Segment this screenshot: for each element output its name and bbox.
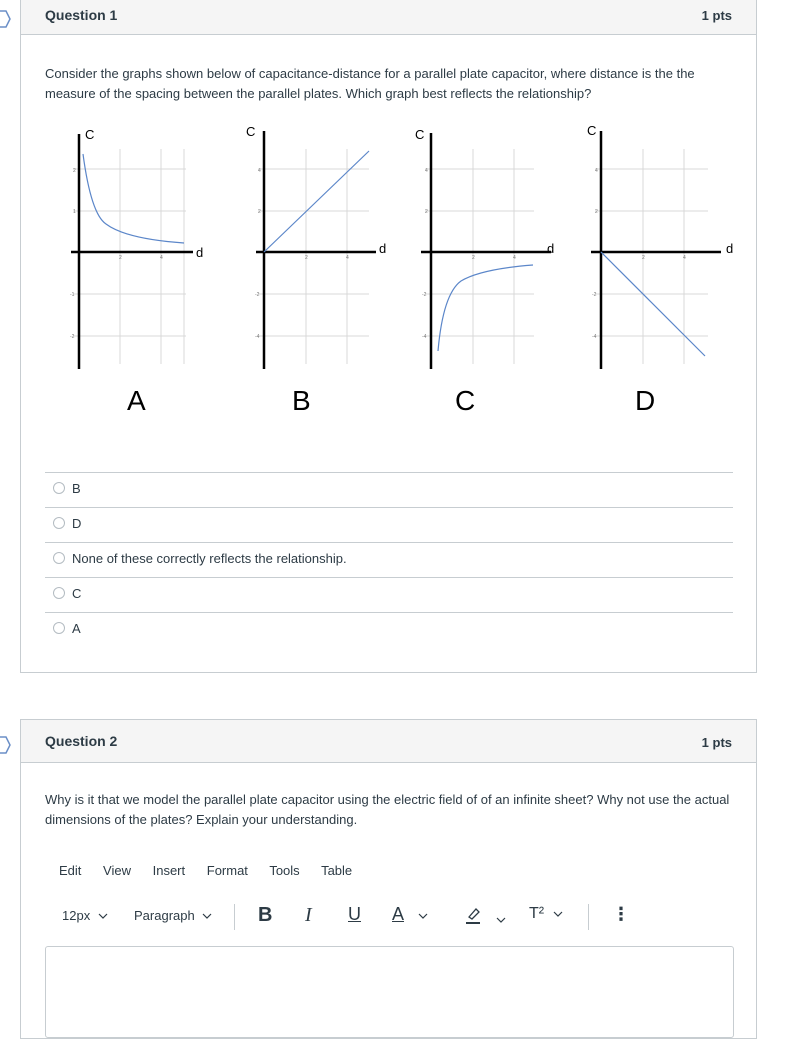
d-axis-label: d <box>547 241 555 256</box>
answer-label: C <box>72 586 82 601</box>
tick-label: 2 <box>73 168 76 174</box>
graph-label-a: A <box>127 385 146 416</box>
highlighter-icon <box>464 906 482 924</box>
tick-label: 1 <box>73 209 76 215</box>
graph-c <box>415 127 554 369</box>
question-1-title: Question 1 <box>45 7 118 23</box>
d-axis-label: d <box>196 245 204 260</box>
tick-label: -2 <box>255 292 260 298</box>
answer-option[interactable] <box>45 472 733 507</box>
tick-label: 2 <box>119 255 122 261</box>
question-1-header <box>21 0 756 35</box>
d-axis-label: d <box>379 241 387 256</box>
answer-label: None of these correctly reflects the relationship. <box>72 551 347 566</box>
answer-radio[interactable] <box>53 622 65 634</box>
font-size-value: 12px <box>62 908 91 923</box>
superscript-button[interactable] <box>529 905 563 923</box>
curve-d <box>601 252 705 356</box>
bold-button[interactable]: B <box>258 904 273 926</box>
graph-label-c: C <box>455 385 476 416</box>
answer-label: B <box>72 481 81 496</box>
curve-a <box>83 154 184 243</box>
question-2-title: Question 2 <box>45 733 118 749</box>
underline-button[interactable]: U <box>348 904 361 924</box>
tick-label: 2 <box>472 255 475 261</box>
curve-c <box>438 265 533 351</box>
tick-label: 4 <box>683 255 686 261</box>
question-flag-icon[interactable] <box>0 736 12 754</box>
c-axis-label: C <box>85 127 95 142</box>
toolbar-divider <box>234 904 235 930</box>
c-axis-label: C <box>246 124 256 139</box>
tick-label: 2 <box>595 209 598 215</box>
block-format-value: Paragraph <box>134 908 195 923</box>
tick-label: 4 <box>160 255 163 261</box>
tick-label: -1 <box>70 292 75 298</box>
chevron-down-icon <box>496 917 506 924</box>
tick-label: -4 <box>255 334 260 340</box>
tick-label: -4 <box>422 334 427 340</box>
question-1-points: 1 pts <box>701 8 732 23</box>
tick-label: 4 <box>595 168 598 174</box>
answer-option[interactable] <box>45 507 733 542</box>
text-color-button[interactable] <box>392 904 428 925</box>
answer-radio[interactable] <box>53 587 65 599</box>
menu-format[interactable]: Format <box>206 863 248 878</box>
d-axis-label: d <box>726 241 734 256</box>
toolbar-divider <box>588 904 589 930</box>
tick-label: 2 <box>642 255 645 261</box>
text-color-icon: A <box>392 904 405 924</box>
editor-toolbar <box>59 904 649 930</box>
question-1-prompt: Consider the graphs shown below of capacitance-distance for a parallel plate capacitor, where distance is the the measure of the spacing between the parallel plates. Which graph best reflects the relationship? <box>45 66 695 101</box>
tick-label: -2 <box>70 334 75 340</box>
answer-editor[interactable] <box>45 946 734 1038</box>
graph-b <box>246 124 386 369</box>
superscript-icon: T² <box>529 905 545 922</box>
tick-label: 2 <box>425 209 428 215</box>
font-size-select[interactable] <box>62 908 108 923</box>
tick-label: 4 <box>346 255 349 261</box>
question-1-box <box>20 0 757 673</box>
tick-label: -2 <box>592 292 597 298</box>
question-2-header <box>21 720 756 763</box>
block-format-select[interactable] <box>134 908 212 923</box>
c-axis-label: C <box>587 123 597 138</box>
answer-radio[interactable] <box>53 552 65 564</box>
menu-tools[interactable]: Tools <box>269 863 300 878</box>
question-2-prompt: Why is it that we model the parallel plate capacitor using the electric field of of an infinite sheet? Why not use the actual dimensions of the plates? Explain your understanding. <box>45 792 730 827</box>
capacitance-graphs-figure <box>61 119 734 419</box>
italic-button[interactable]: I <box>305 904 312 926</box>
tick-label: 4 <box>258 168 261 174</box>
menu-insert[interactable]: Insert <box>152 863 186 878</box>
graph-d <box>587 123 733 369</box>
curve-b <box>264 151 369 252</box>
editor-menubar <box>59 863 370 878</box>
answer-radio[interactable] <box>53 517 65 529</box>
tick-label: 2 <box>305 255 308 261</box>
answer-option[interactable] <box>45 542 733 577</box>
answer-option[interactable] <box>45 577 733 612</box>
answer-list <box>45 472 733 647</box>
graph-label-b: B <box>292 385 311 416</box>
chevron-down-icon <box>418 913 428 920</box>
chevron-down-icon <box>98 913 108 920</box>
answer-label: A <box>72 621 81 636</box>
chevron-down-icon <box>553 911 563 918</box>
tick-label: -4 <box>592 334 597 340</box>
menu-table[interactable]: Table <box>321 863 353 878</box>
tick-label: 2 <box>258 209 261 215</box>
tick-label: -2 <box>422 292 427 298</box>
tick-label: 4 <box>513 255 516 261</box>
menu-view[interactable]: View <box>103 863 131 878</box>
menu-edit[interactable]: Edit <box>59 863 82 878</box>
answer-label: D <box>72 516 82 531</box>
tick-label: 4 <box>425 168 428 174</box>
c-axis-label: C <box>415 127 425 142</box>
question-flag-icon[interactable] <box>0 10 12 28</box>
graph-label-d: D <box>635 385 656 416</box>
chevron-down-icon <box>202 913 212 920</box>
answer-radio[interactable] <box>53 482 65 494</box>
graph-a <box>70 127 203 369</box>
more-options-button[interactable]: ⋮ <box>612 904 630 924</box>
question-2-box <box>20 719 757 1039</box>
answer-option[interactable] <box>45 612 733 647</box>
question-2-points: 1 pts <box>701 735 732 750</box>
highlight-button[interactable] <box>464 906 506 927</box>
